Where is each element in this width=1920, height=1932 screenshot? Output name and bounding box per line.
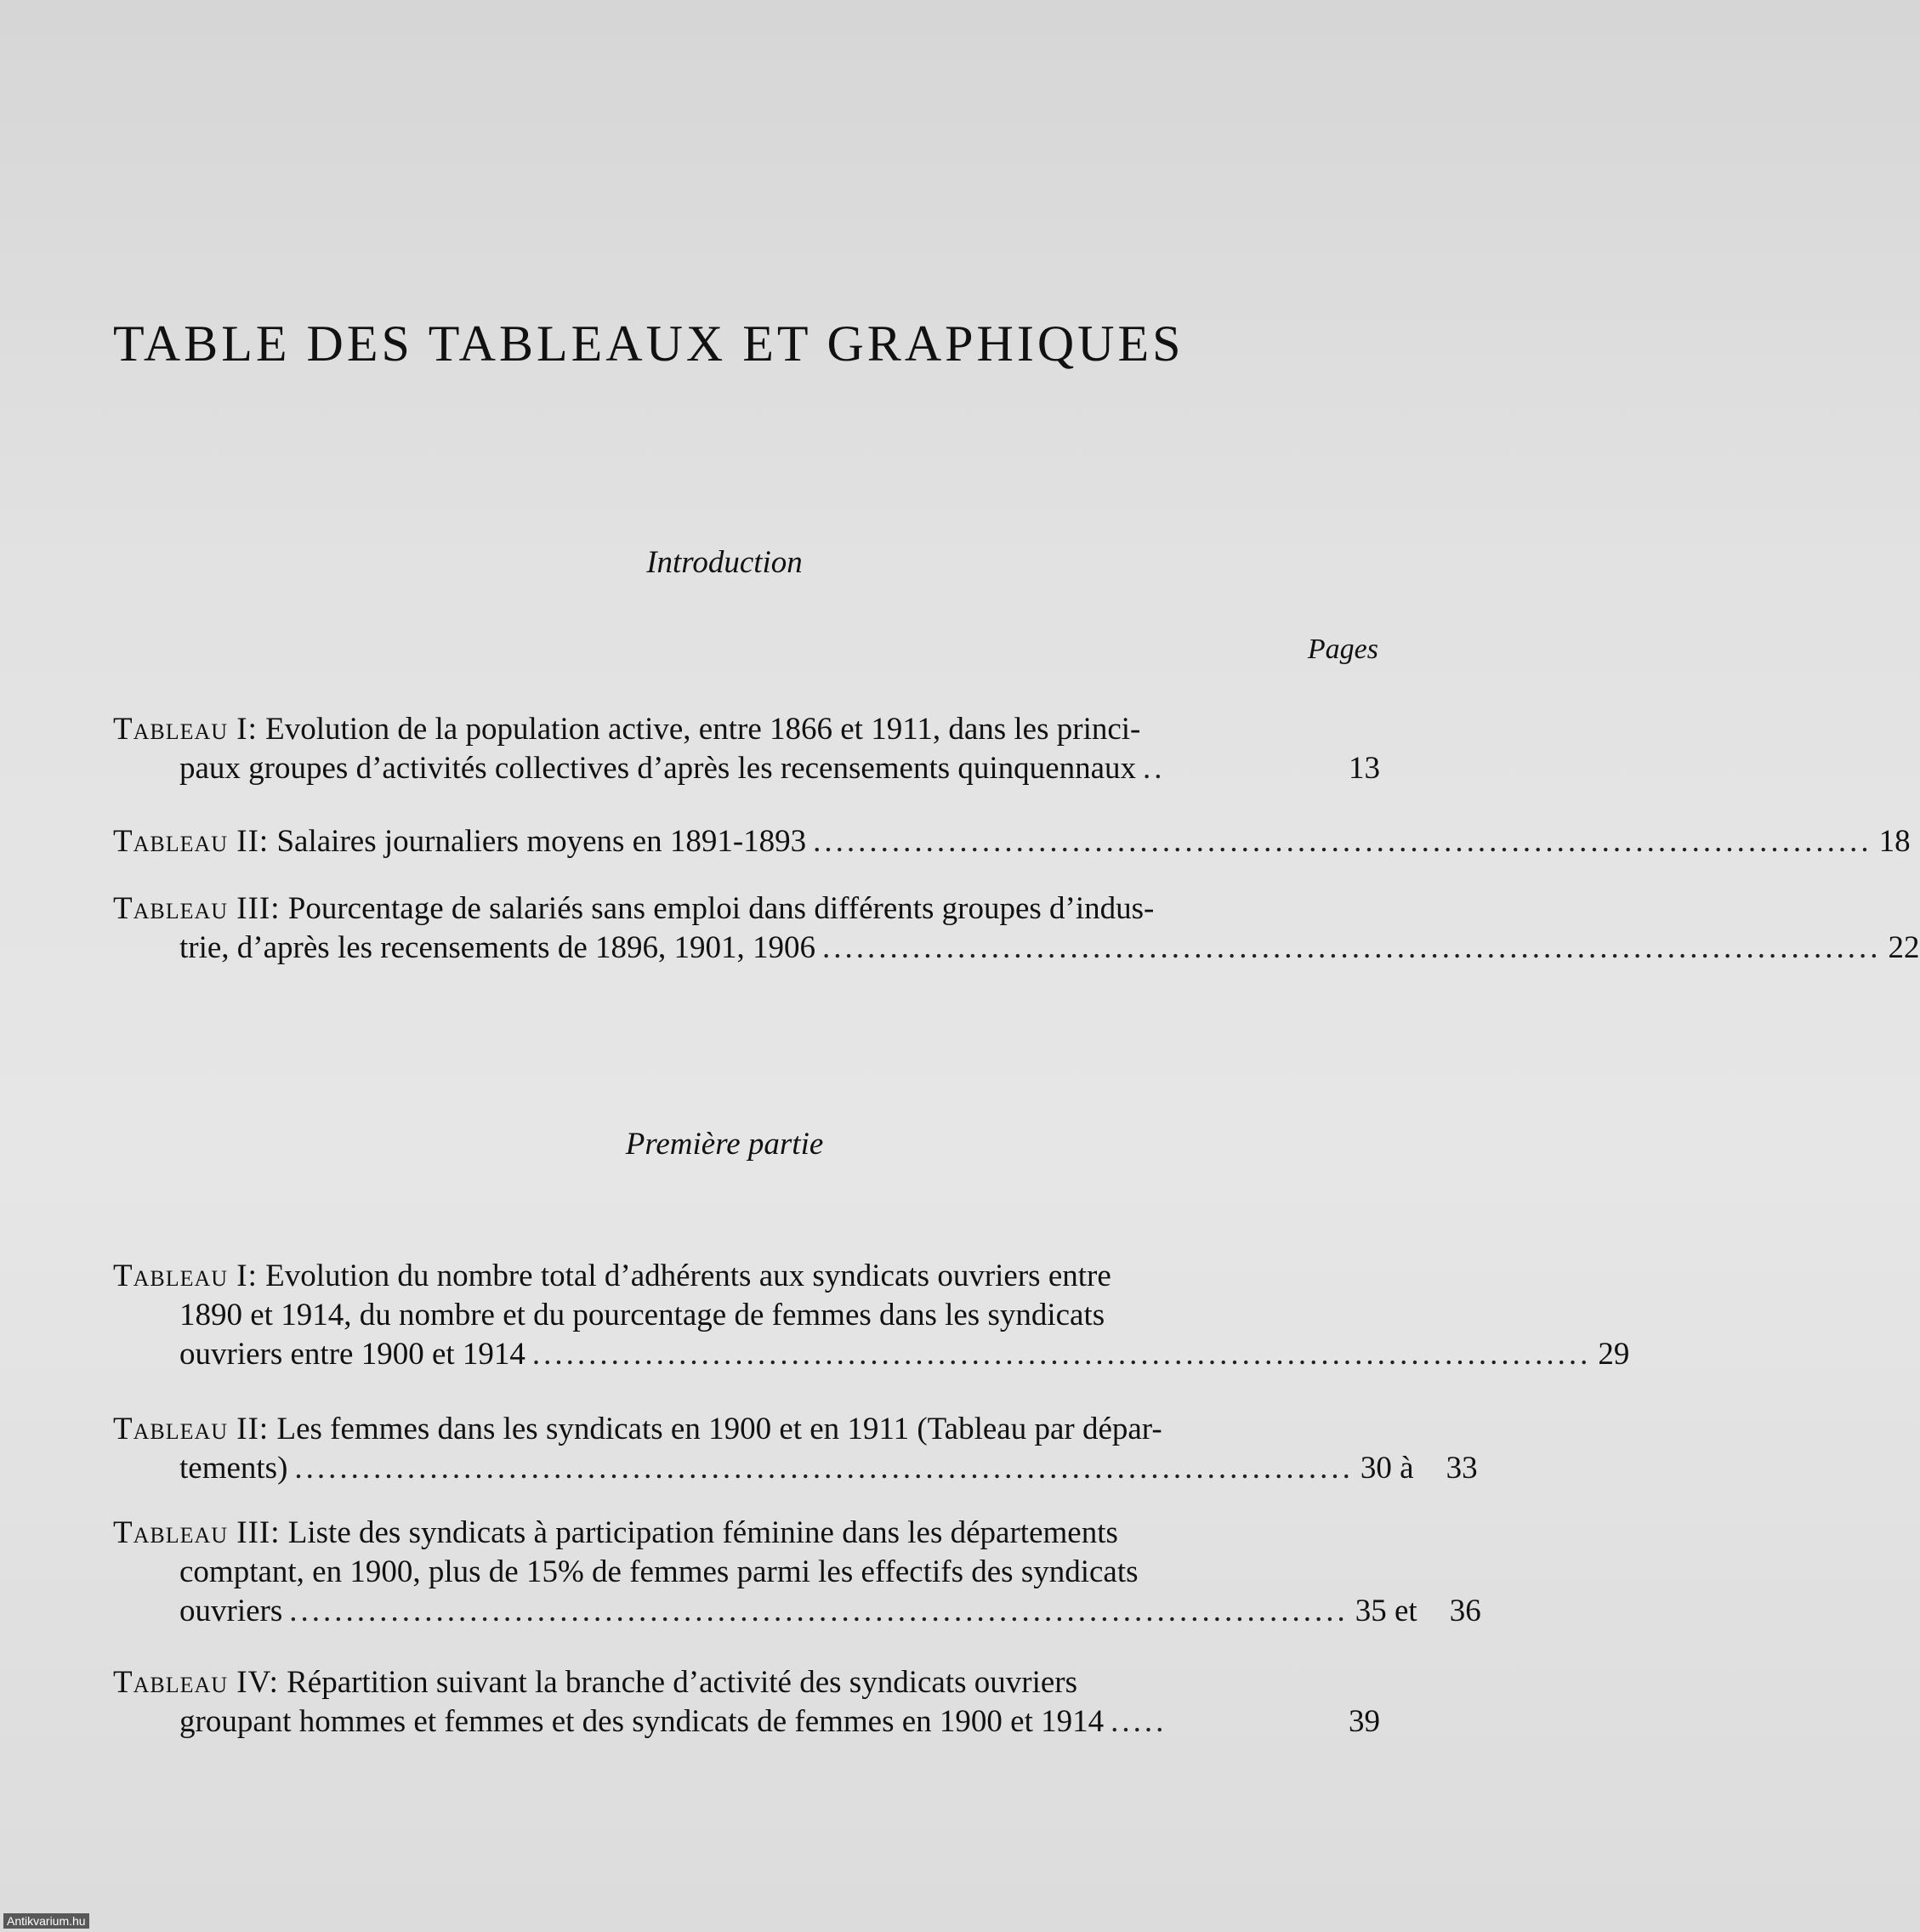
entry-text: ouvriers [179,1594,283,1628]
page-number: 33 [1446,1451,1478,1486]
page-number: 22 [1888,930,1920,965]
page-range-start: 30 à [1360,1451,1414,1486]
toc-entry[interactable] [113,822,1911,861]
entry-label: Tableau I: [113,712,258,747]
entry-text: Liste des syndicats à participation féminine dans les départements [287,1515,1118,1550]
entry-label: Tableau II: [113,1412,270,1446]
entry-text: comptant, en 1900, plus de 15% de femmes parmi les effectifs des syndicats [179,1554,1139,1589]
entry-label: Tableau II: [113,824,270,859]
page-number: 39 [1349,1704,1380,1739]
toc-entry[interactable] [113,1663,1380,1742]
toc-entry[interactable] [113,1514,1481,1631]
section-heading-introduction: Introduction [646,545,803,580]
page-number: 29 [1598,1337,1630,1372]
entry-label: Tableau III: [113,891,281,926]
entry-text: Répartition suivant la branche d’activité des syndicats ouvriers [287,1665,1077,1700]
leader-dots: .............................................................................................. [289,1594,1349,1628]
entry-text: Les femmes dans les syndicats en 1900 et en 1911 (Tableau par dépar- [276,1412,1162,1446]
page-number: 18 [1878,824,1911,859]
leader-dots: .............................................................................................. [294,1451,1354,1486]
entry-text: ouvriers entre 1900 et 1914 [179,1337,525,1372]
entry-text: Evolution de la population active, entre 1866 et 1911, dans les princi- [265,712,1141,747]
entry-label: Tableau IV: [113,1665,279,1700]
leader-dots: .............................................................................................. [822,930,1882,965]
entry-text: paux groupes d’activités collectives d’après les recensements quinquennaux [179,751,1137,786]
watermark: Antikvarium.hu [3,1913,89,1929]
entry-text: groupant hommes et femmes et des syndicats de femmes en 1900 et 1914 [179,1704,1105,1739]
leader-dots: .. [1143,751,1166,786]
leader-dots: ..... [1111,1704,1167,1739]
toc-entry[interactable] [113,889,1920,968]
leader-dots: .............................................................................................. [813,824,1872,859]
pages-column-label: Pages [1307,634,1378,665]
leader-dots: .............................................................................................. [531,1337,1592,1372]
entry-text: Pourcentage de salariés sans emploi dans différents groupes d’indus- [287,891,1155,926]
page-number: 36 [1449,1594,1481,1628]
entry-text: Evolution du nombre total d’adhérents aux syndicats ouvriers entre [265,1259,1111,1293]
page-title: TABLE DES TABLEAUX ET GRAPHIQUES [113,315,1184,372]
entry-text: tements) [179,1451,288,1486]
entry-text: 1890 et 1914, du nombre et du pourcentage de femmes dans les syndicats [179,1298,1105,1333]
toc-entry[interactable] [113,1410,1478,1488]
entry-label: Tableau I: [113,1259,258,1293]
page-range-start: 35 et [1355,1594,1417,1628]
toc-entry[interactable] [113,1257,1630,1374]
section-heading-premiere-partie: Première partie [625,1127,824,1162]
entry-text: Salaires journaliers moyens en 1891-1893 [276,824,807,859]
entry-text: trie, d’après les recensements de 1896, 1901, 1906 [179,930,816,965]
page-number: 13 [1349,751,1380,786]
entry-label: Tableau III: [113,1515,281,1550]
toc-entry[interactable] [113,710,1380,788]
